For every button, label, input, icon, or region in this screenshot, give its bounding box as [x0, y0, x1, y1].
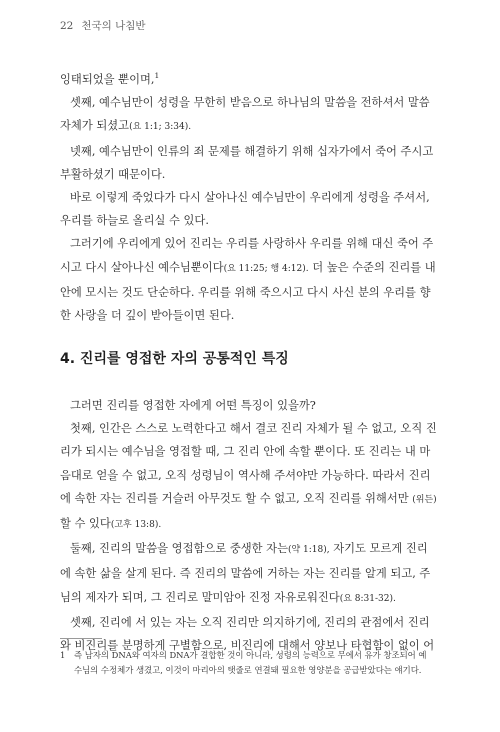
book-title: 천국의 나침반	[81, 20, 146, 32]
text-span: 셋째, 진리에 서 있는 자는 오직 진리만 의지하기에, 진리의 관점에서 진리	[70, 615, 430, 629]
text-line	[60, 140, 438, 163]
text-span: 한 사랑을 더 깊이 받아들이면 된다.	[60, 309, 235, 323]
text-line	[60, 562, 438, 585]
text-line	[60, 417, 438, 440]
text-line	[60, 91, 438, 114]
footnote	[60, 648, 440, 678]
text-span: 우리를 하늘로 올리실 수 있다.	[60, 214, 209, 228]
text-line	[60, 586, 438, 611]
footnote-line	[60, 648, 440, 663]
text-span: 시고 다시 살아나신 예수님뿐이다	[60, 260, 224, 274]
text-span: 와 비진리를 분명하게 구별함으로, 비진리에 대해서 양보나 타협함이 없이 어	[60, 639, 435, 653]
text-line	[60, 114, 438, 139]
text-span: 첫째, 인간은 스스로 노력한다고 해서 결코 진리 자체가 될 수 없고, 오직 진	[70, 422, 437, 436]
scripture-reference: (요 8:31-32).	[339, 593, 396, 604]
text-line	[60, 64, 438, 91]
text-span: 할 수 있다	[60, 517, 111, 531]
text-span: 넷째, 예수님만이 인류의 죄 문제를 해결하기 위해 십자가에서 죽어 주시고	[70, 144, 434, 158]
footnote-number: 1	[60, 650, 66, 660]
section-heading: 4. 진리를 영접한 자의 공통적인 특징	[60, 351, 289, 367]
text-span: 에 속한 삶을 살게 된다. 즉 진리의 말씀에 거하는 자는 진리를 알게 되고, 주	[60, 567, 431, 581]
footnote-marker: 1	[154, 71, 160, 80]
text-span: 에 속한 자는 진리를 거슬러 아무것도 할 수 없고, 오직 진리를 위해서만	[60, 491, 413, 505]
text-span: 셋째, 예수님만이 성령을 무한히 받음으로 하나님의 말씀을 전하셔서 말씀	[70, 96, 430, 110]
text-span: 둘째, 진리의 말씀을 영접함으로 중생한 자는	[70, 542, 288, 556]
text-line	[60, 611, 438, 634]
text-line	[60, 281, 438, 304]
text-span: 님의 제자가 되며, 그 진리로 말미암아 진정 자유로워진다	[60, 590, 340, 604]
text-line	[60, 537, 438, 562]
text-line	[60, 186, 438, 209]
text-span: 그러면 진리를 영접한 자에게 어떤 특징이 있을까?	[70, 399, 316, 412]
text-span: 잉태되었을 뿐이며,	[60, 73, 155, 86]
text-line	[60, 163, 438, 186]
text-line	[60, 304, 438, 327]
text-span: 리가 되시는 예수님을 영접할 때, 그 진리 안에 속할 뿐이다. 또 진리는 내 마	[60, 445, 431, 459]
scripture-reference: (요 1:1; 3:34).	[129, 122, 192, 133]
text-line	[60, 394, 438, 417]
text-line	[60, 512, 438, 537]
scripture-reference: (요 11:25; 행 4:12).	[223, 263, 309, 274]
text-span: 안에 모시는 것도 단순하다. 우리를 위해 죽으시고 다시 사신 분의 우리를 향	[60, 285, 431, 299]
footnote-divider	[60, 638, 102, 639]
text-span: 음대로 얻을 수 없고, 오직 성령님이 역사해 주셔야만 가능하다. 따라서 진리	[60, 468, 431, 482]
scripture-reference: (고후 13:8).	[110, 520, 162, 531]
top-paragraphs	[60, 64, 438, 327]
scripture-reference: (위든)	[412, 494, 437, 505]
text-span: 바로 이렇게 죽었다가 다시 살아나신 예수님만이 우리에게 성령을 주셔서,	[70, 191, 430, 205]
page-number: 22	[60, 20, 74, 32]
text-line	[60, 440, 438, 463]
text-span: 그러기에 우리에게 있어 진리는 우리를 사랑하사 우리를 위해 대신 죽어 주	[70, 237, 434, 251]
scripture-reference: (약 1:18),	[287, 545, 330, 556]
text-span: 자체가 되셨고	[60, 119, 130, 133]
text-span: 즉 남자의 DNA와 여자의 DNA가 결합한 것이 아니라, 성령의 능력으로 무에서 유가 창조되어 예	[74, 650, 427, 660]
text-line	[60, 209, 438, 232]
section-paragraphs	[60, 394, 438, 657]
text-span: 더 높은 수준의 진리를 내	[308, 260, 436, 274]
text-line	[60, 464, 438, 487]
footnote-line: 수님의 수정체가 생겼고, 이것이 마리아의 탯줄로 연결돼 필요한 영양분을 공급받았다는 얘기다.	[74, 665, 422, 675]
running-header	[60, 18, 146, 33]
text-span: 자기도 모르게 진리	[329, 542, 428, 556]
text-span: 부활하셨기 때문이다.	[60, 167, 166, 181]
text-line	[60, 256, 438, 281]
text-line	[60, 232, 438, 255]
text-line	[60, 487, 438, 512]
